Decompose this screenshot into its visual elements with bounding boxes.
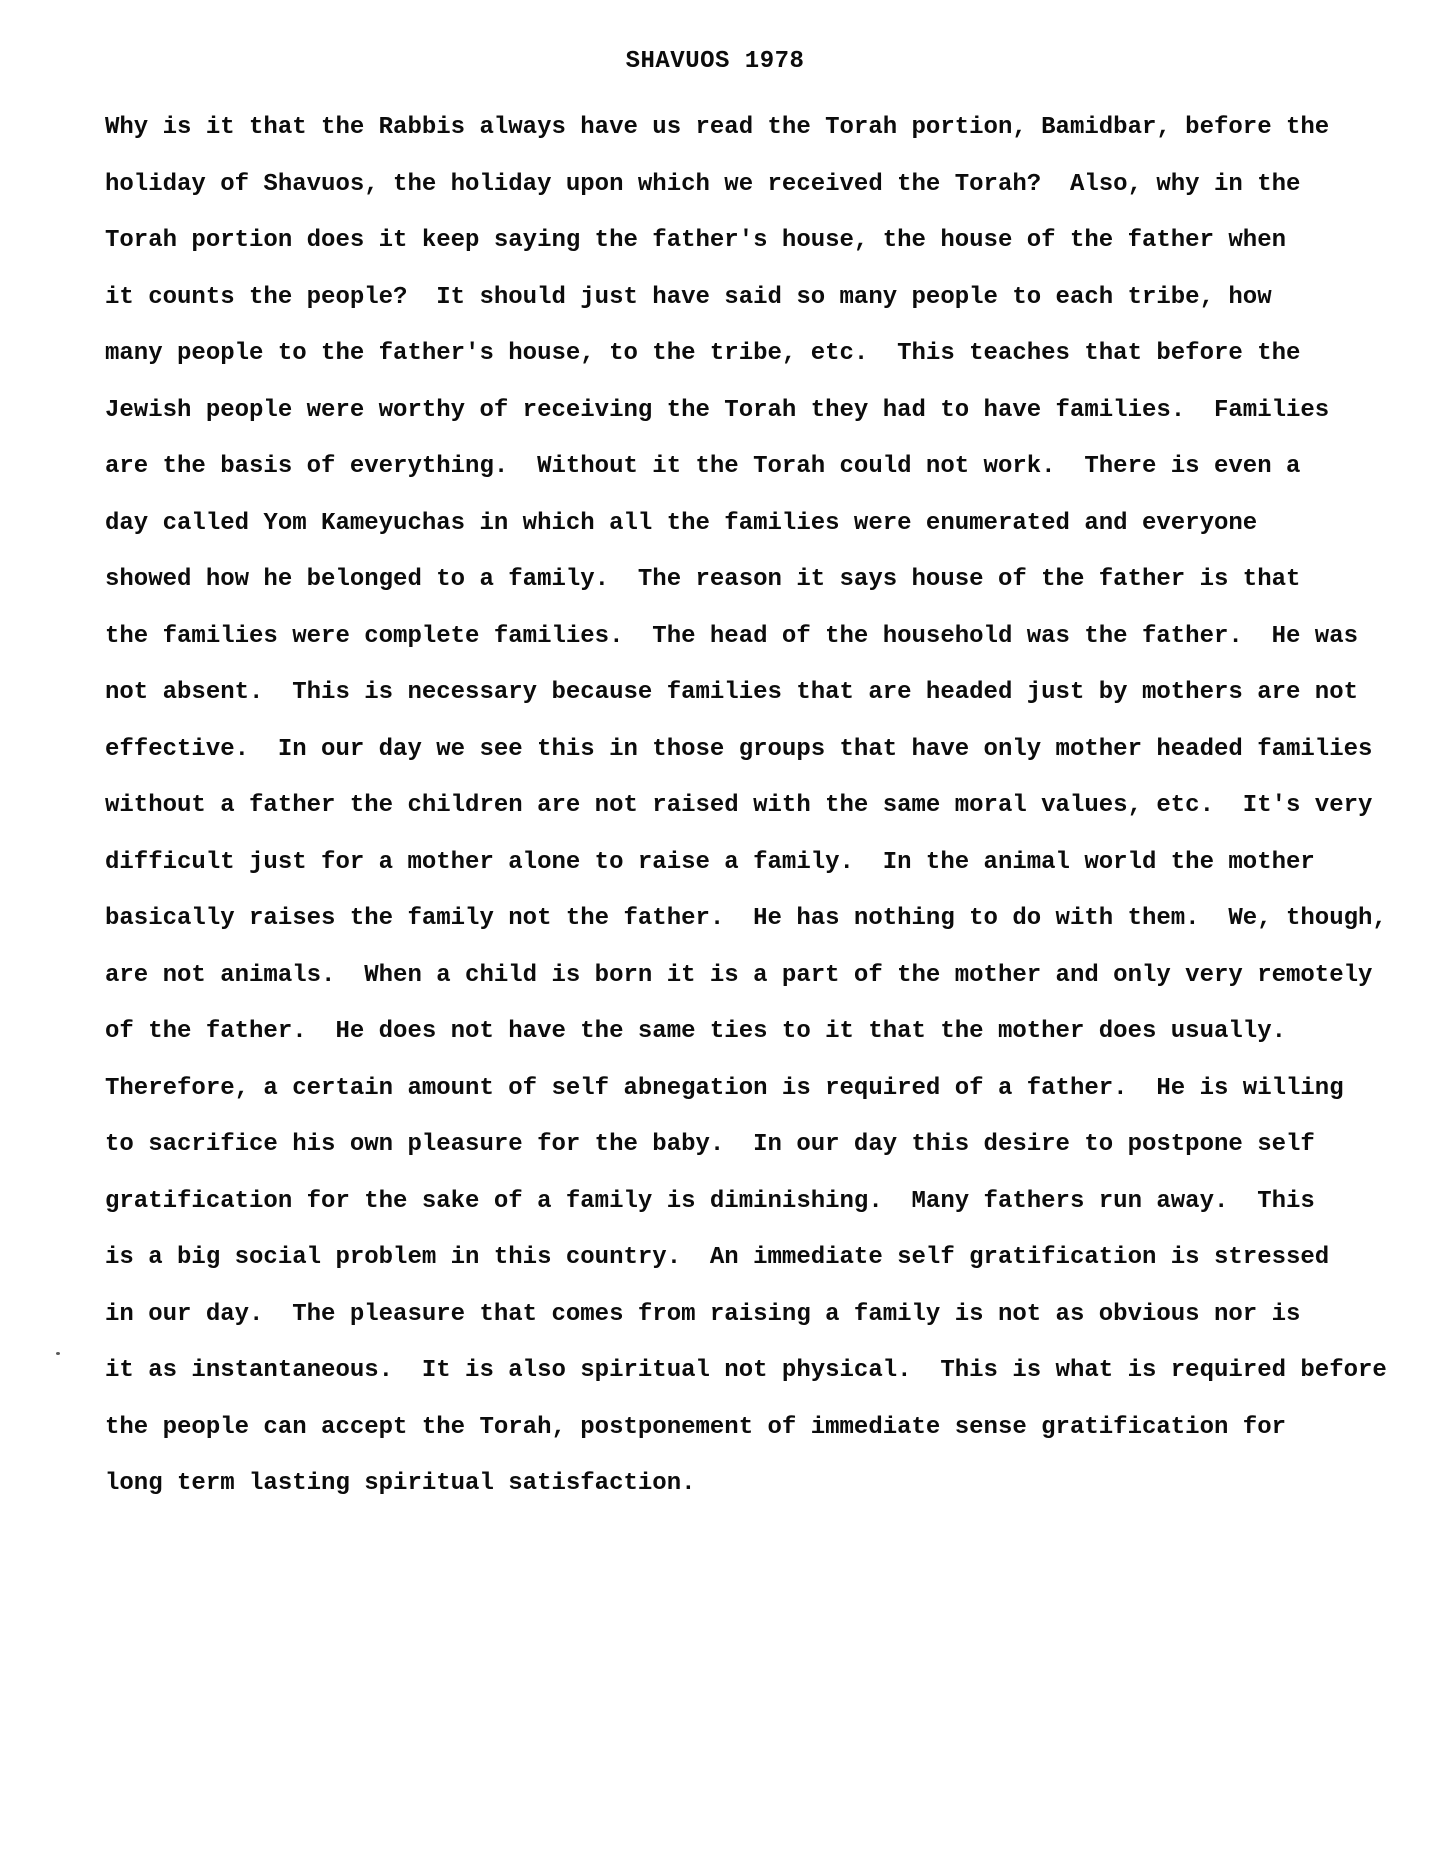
text-line: long term lasting spiritual satisfaction.	[105, 1470, 696, 1497]
text-line: it counts the people? It should just have said so many people to each tribe, how	[105, 283, 1272, 311]
text-line: it as instantaneous. It is also spiritual not physical. This is what is required before	[105, 1357, 1387, 1384]
text-line: Torah portion does it keep saying the father's house, the house of the father when	[105, 227, 1286, 254]
text-line: Therefore, a certain amount of self abnegation is required of a father. He is willing	[105, 1074, 1344, 1102]
text-line: are the basis of everything. Without it the Torah could not work. There is even a	[105, 453, 1301, 480]
text-line: to sacrifice his own pleasure for the baby. In our day this desire to postpone self	[105, 1131, 1315, 1158]
text-line: of the father. He does not have the same ties to it that the mother does usually.	[105, 1018, 1286, 1045]
text-line: difficult just for a mother alone to raise a family. In the animal world the mother	[105, 848, 1315, 876]
document-title: SHAVUOS 1978	[625, 48, 805, 75]
text-line: day called Yom Kameyuchas in which all the families were enumerated and everyone	[105, 509, 1258, 537]
text-line: effective. In our day we see this in those groups that have only mother headed families	[105, 735, 1373, 763]
text-line: gratification for the sake of a family is diminishing. Many fathers run away. This	[105, 1187, 1315, 1215]
text-line: many people to the father's house, to the tribe, etc. This teaches that before the	[105, 340, 1301, 367]
text-line: without a father the children are not raised with the same moral values, etc. It's very	[105, 792, 1373, 819]
text-line: showed how he belonged to a family. The reason it says house of the father is that	[105, 566, 1301, 593]
scan-artifact-speck	[56, 1352, 60, 1355]
text-line: Jewish people were worthy of receiving the Torah they had to have families. Families	[105, 396, 1330, 424]
text-line: in our day. The pleasure that comes from raising a family is not as obvious nor is	[105, 1300, 1301, 1328]
text-line: not absent. This is necessary because families that are headed just by mothers are not	[105, 679, 1359, 706]
text-line: Why is it that the Rabbis always have us read the Torah portion, Bamidbar, before the	[105, 114, 1330, 141]
text-line: holiday of Shavuos, the holiday upon which we received the Torah? Also, why in the	[105, 170, 1301, 198]
text-line: the families were complete families. The head of the household was the father. He was	[105, 622, 1359, 650]
text-line: basically raises the family not the father. He has nothing to do with them. We, though,	[105, 905, 1387, 932]
text-line: are not animals. When a child is born it is a part of the mother and only very remotely	[105, 961, 1373, 989]
text-line: the people can accept the Torah, postponement of immediate sense gratification for	[105, 1413, 1286, 1441]
document-body	[105, 100, 1415, 1513]
text-line: is a big social problem in this country. An immediate self gratification is stressed	[105, 1244, 1330, 1271]
